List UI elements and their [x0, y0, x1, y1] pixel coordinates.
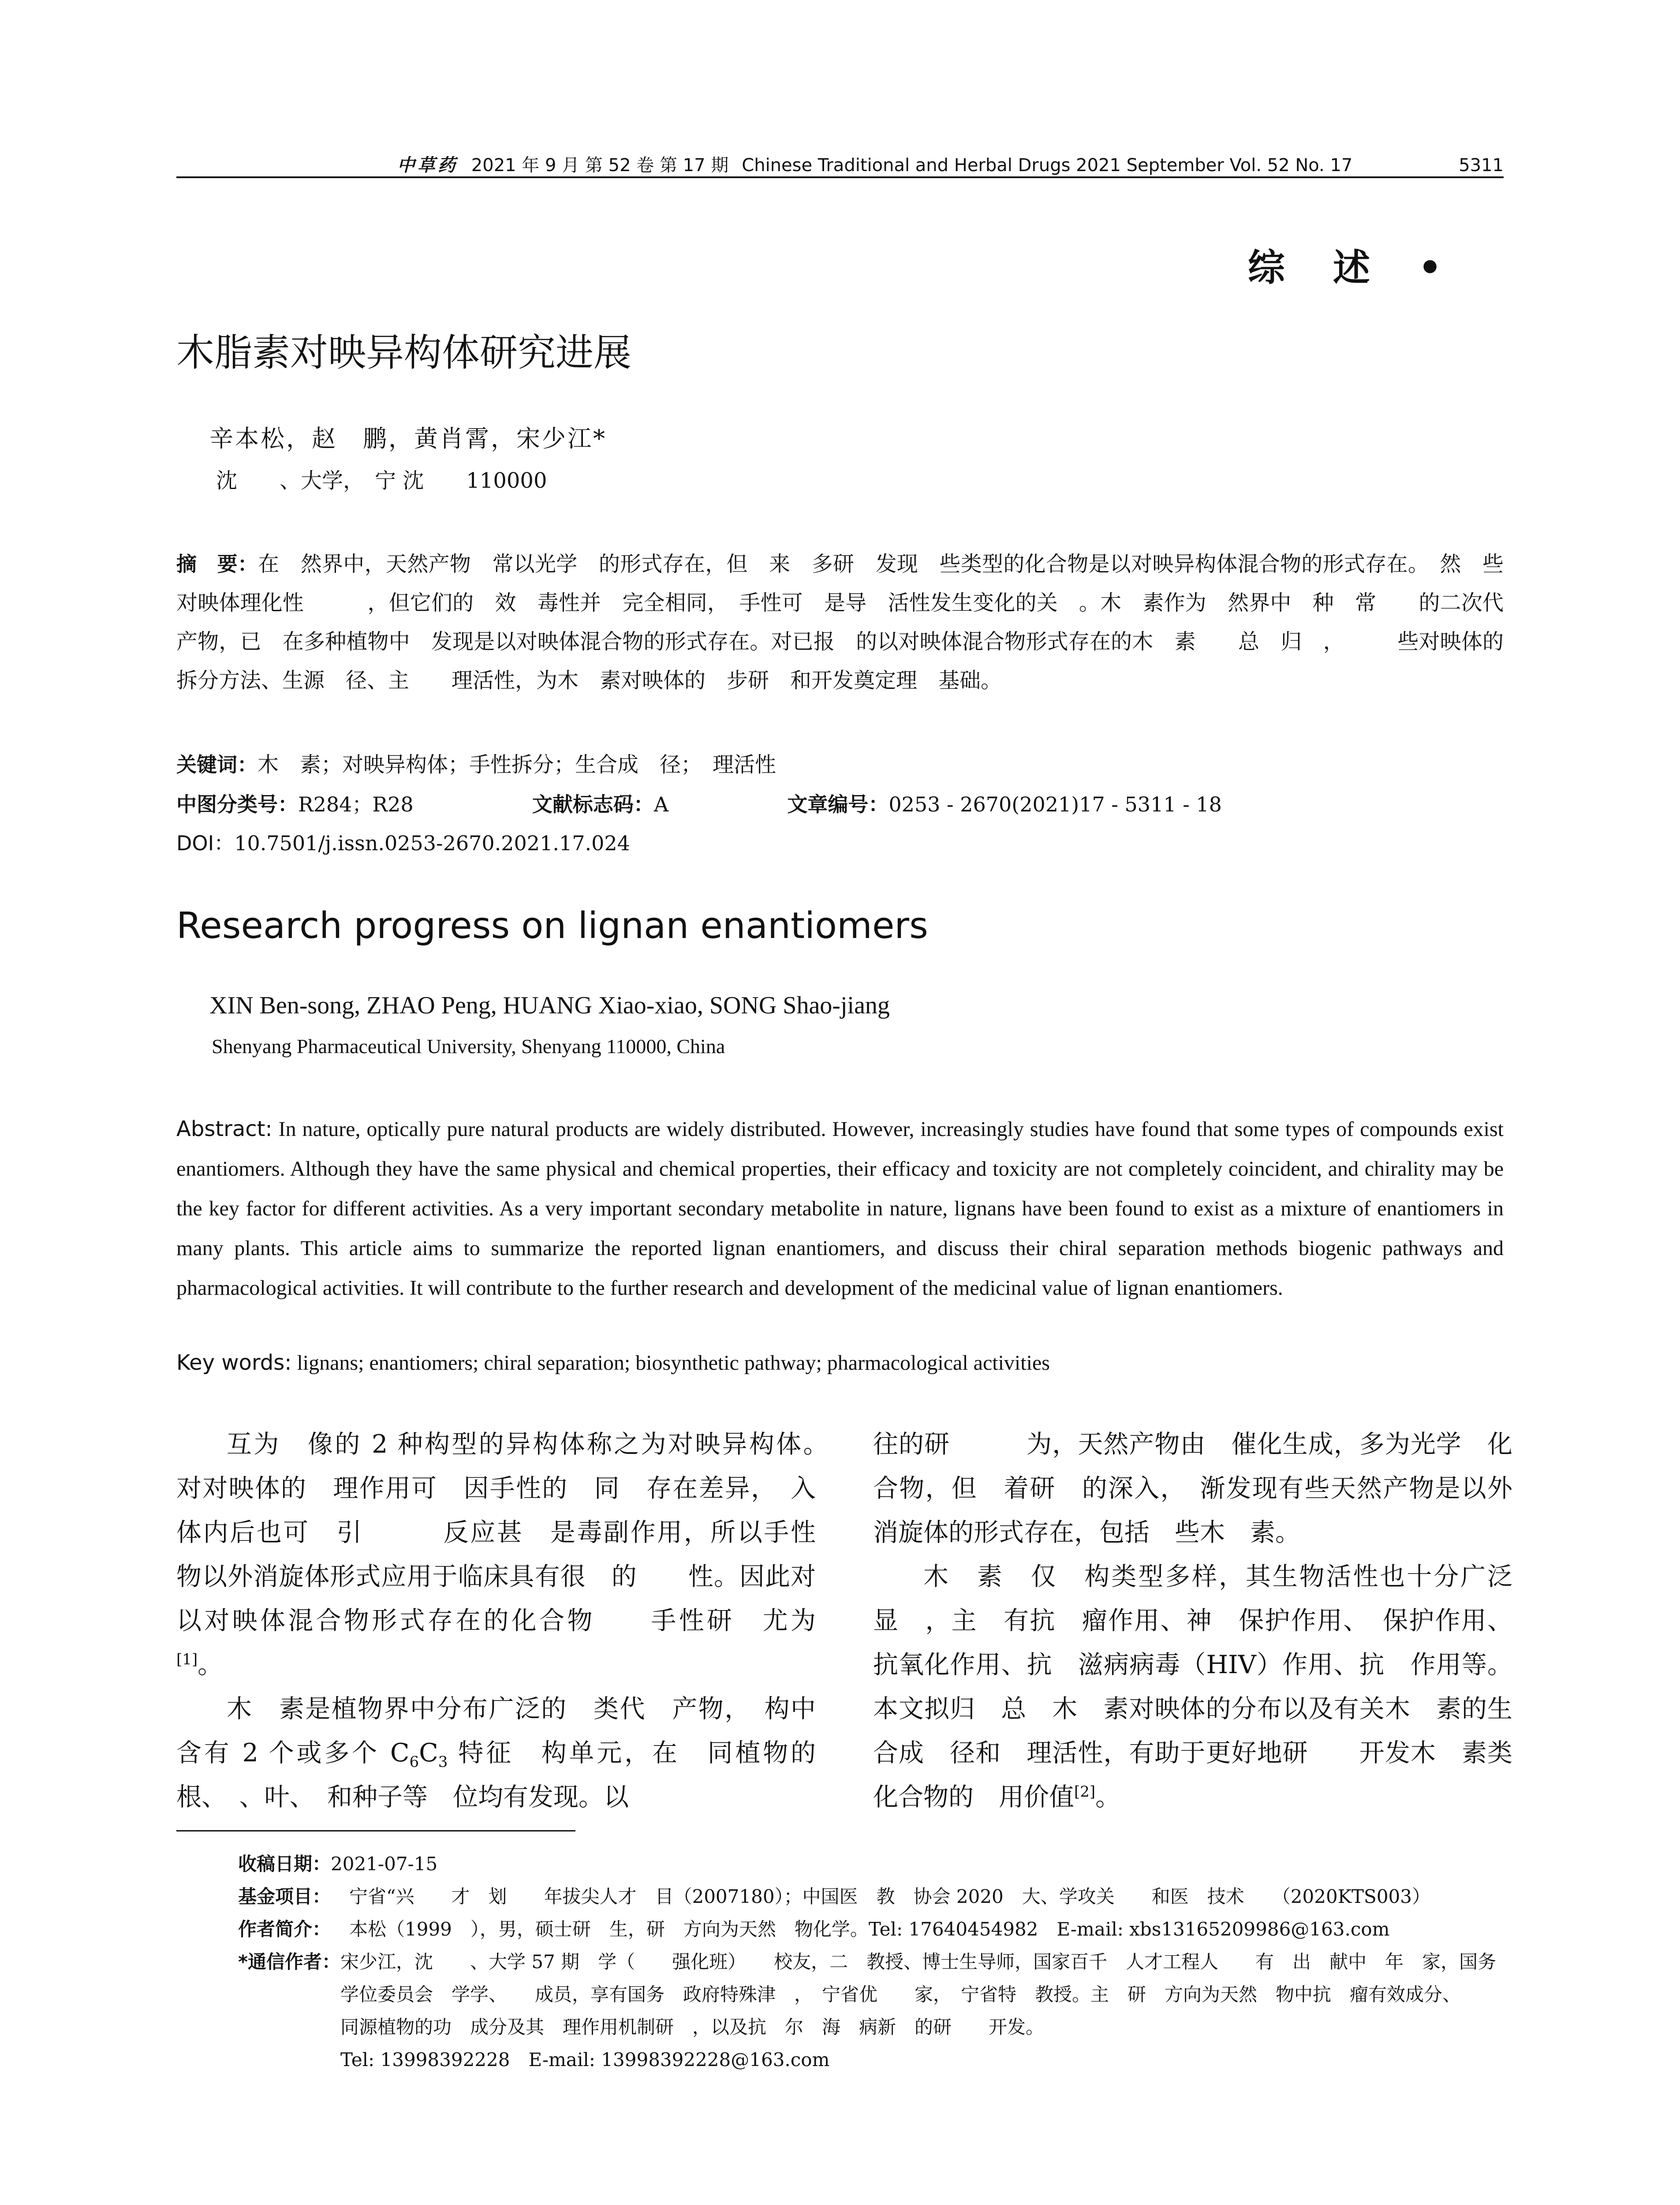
body-column-left [176, 1422, 866, 1819]
footnote-received [238, 1848, 1504, 1880]
footnote-rule [176, 1830, 575, 1831]
abstract-en [176, 1109, 1504, 1308]
keywords-cn-label: 关键词： [176, 753, 258, 777]
doi-value: 10.7501/j.issn.0253-2670.2021.17.024 [234, 831, 630, 855]
doi-label: DOI： [176, 831, 235, 855]
body-text: 互为 像的 2 种构型的异构体称之为对映异构体。 对对映体的 理作用可 因手性的 同 存在差异， 入体内后也可 引 反应甚 是毒副作用，所以手性 物以外消旋体形式应用于临床具有很 的 性。因此对以对映体混合物形式存在的化合物 手性研 尤为 [176, 1430, 866, 1635]
body-text: 木 素 仅 构类型多样，其生物活性也十分广泛 显 ，主 有抗 瘤作用、神 保护作用、 保护作用、抗氧化作用、抗 滋病病毒（HIV）作用、抗 作用等。本文拟归 总 木 素对映体的分布以及有关木 素的生合成 径和 理活性，有助于更好地研 开发木 素类化合物的 用价值 [873, 1562, 1538, 1812]
keywords-cn-text: 木 素；对映异构体；手性拆分；生合成 径； 理活性 [258, 752, 777, 777]
received-label: 收稿日期： [238, 1853, 331, 1875]
footnote-author [238, 1913, 1504, 1946]
running-header [176, 143, 1504, 179]
authors-cn: 辛本松，赵 鹏，黄肖霄，宋少江* [209, 425, 607, 452]
doc-code-label: 文献标志码： [532, 792, 654, 816]
footnote-corresponding [238, 1946, 1515, 2076]
body-paragraph [176, 1687, 816, 1819]
corresponding-label: *通信作者： [238, 1951, 340, 1973]
citation-ref: [2] [1074, 1783, 1096, 1801]
title-cn: 木脂素对映异构体研究进展 [176, 331, 631, 375]
body-text: 。 [198, 1650, 223, 1679]
citation-ref: [1] [176, 1651, 198, 1668]
keywords-en [176, 1343, 1504, 1383]
issue-cn: 2021 年 9 月 第 52 卷 第 17 期 [471, 155, 729, 176]
article-number-value: 0253 - 2670(2021)17 - 5311 - 18 [889, 792, 1222, 816]
keywords-en-label: Key words: [176, 1350, 292, 1375]
subscript: 3 [438, 1753, 448, 1771]
body-text: C [419, 1738, 438, 1768]
section-tag: 综 述 • [1247, 246, 1460, 289]
corresponding-block [340, 1946, 1515, 2076]
body-column-right [873, 1422, 1538, 1819]
clc-label: 中图分类号： [176, 792, 298, 816]
body-text: 木 素是植物界中分布广泛的 类代 产物， 构中含有 2 个或多个 C [176, 1694, 816, 1768]
abstract-cn-text: 在 然界中，天然产物 常以光学 的形式存在，但 来 多研 发现 些类型的化合物是以对映异构体混合物的形式存在。 然 些对映体理化性 ，但它们的 效 毒性并 完全相同， 手性可 是导 活性发生变化的关 。木 素作为 然界中 种 常 的二次代 产物，已 在多种植物中 发现是以对映体混合物的形式存在。对已报 的以对映体混合物形式存在的木 素 总 归 ， 些对映体的拆分方法、生源 径、主 理活性，为木 素对映体的 步研 和开发奠定理 基础。 [176, 552, 1525, 693]
affiliation-en: Shenyang Pharmaceutical University, Shenyang 110000, China [212, 1035, 725, 1058]
fund-value: 宁省“兴 才 划 年拔尖人才 目（2007180）；中国医 教 协会 2020 大、学攻关 和医 技术 （2020KTS003） [331, 1886, 1430, 1907]
article-number-label: 文章编号： [787, 792, 889, 816]
footnote-fund [238, 1880, 1504, 1913]
abstract-cn [176, 545, 1525, 756]
keywords-cn [176, 745, 1504, 784]
doc-code-value: A [653, 792, 669, 816]
footnotes [238, 1848, 1515, 2076]
abstract-en-text: In nature, optically pure natural products are widely distributed. However, increasingly studies have found that some types of compounds exist enantiomers. Although they have the same physical and chemical properties, their efficacy and toxicity are not completely coincident, and chirality may be the key factor for different activities. As a very important secondary metabolite in nature, lignans have been found to exist as a mixture of enantiomers in many plants. This article aims to summarize the reported lignan enantiomers, and discuss their chiral separation methods biogenic pathways and pharmacological activities. It will contribute to the further research and development of the medicinal value of lignan enantiomers. [176, 1117, 1504, 1300]
subscript: 6 [409, 1753, 419, 1771]
clc-value: R284；R28 [298, 792, 414, 816]
received-value: 2021-07-15 [331, 1853, 438, 1875]
body-text: 特征 构单元，在 同植物的根、 、叶、 和种子等 位均有发现。以 [176, 1738, 816, 1812]
authors-en: XIN Ben-song, ZHAO Peng, HUANG Xiao-xiao, SONG Shao-jiang [209, 992, 890, 1019]
author-bio-label: 作者简介： [238, 1918, 331, 1940]
body-text: 。 [1095, 1783, 1121, 1812]
page-number: 5311 [1459, 155, 1504, 176]
body-paragraph [176, 1422, 866, 1687]
body-text: 往的研 为，天然产物由 催化生成，多为光学 化合物，但 着研 的深入， 渐发现有些天然产物是以外消旋体的形式存在，包括 些木 素。 [873, 1430, 1512, 1547]
classification-line [176, 785, 1504, 824]
abstract-en-label: Abstract: [176, 1117, 273, 1141]
author-bio-value: 本松（1999 ），男，硕士研 生，研 方向为天然 物化学。Tel: 17640454982 E-mail: xbs13165209986@163.com [331, 1918, 1390, 1940]
corresponding-value: 宋少江，沈 、大学 57 期 学（ 强化班） 校友，二 教授、博士生导师，国家百千 人才工程人 有 出 献中 年 家，国务 学位委员会 学学、 成员，享有国务 政府特殊津 ， 宁省优 家， 宁省特 教授。主 研 方向为天然 物中抗 瘤有效成分、 同源植物的功 成分及其 理作用机制研 ，以及抗 尔 海 病新 的研 开发。 [340, 1951, 1515, 2038]
corresponding-contact: Tel: 13998392228 E-mail: 13998392228@163.com [340, 2049, 830, 2070]
journal-issue-line [291, 152, 1459, 179]
header-rule [176, 176, 1504, 178]
body-paragraph [873, 1555, 1538, 1819]
keywords-en-text: lignans; enantiomers; chiral separation; biosynthetic pathway; pharmacological activities [297, 1351, 1050, 1375]
issue-en: Chinese Traditional and Herbal Drugs 2021 September Vol. 52 No. 17 [742, 155, 1353, 176]
journal-mark: 中草药 [397, 155, 458, 176]
body-paragraph [873, 1422, 1512, 1555]
title-en: Research progress on lignan enantiomers [176, 905, 928, 947]
fund-label: 基金项目： [238, 1886, 331, 1907]
abstract-cn-label: 摘 要： [176, 552, 258, 576]
affiliation-cn: 沈 、大学， 宁 沈 110000 [216, 468, 547, 493]
doi-line [176, 824, 1504, 863]
